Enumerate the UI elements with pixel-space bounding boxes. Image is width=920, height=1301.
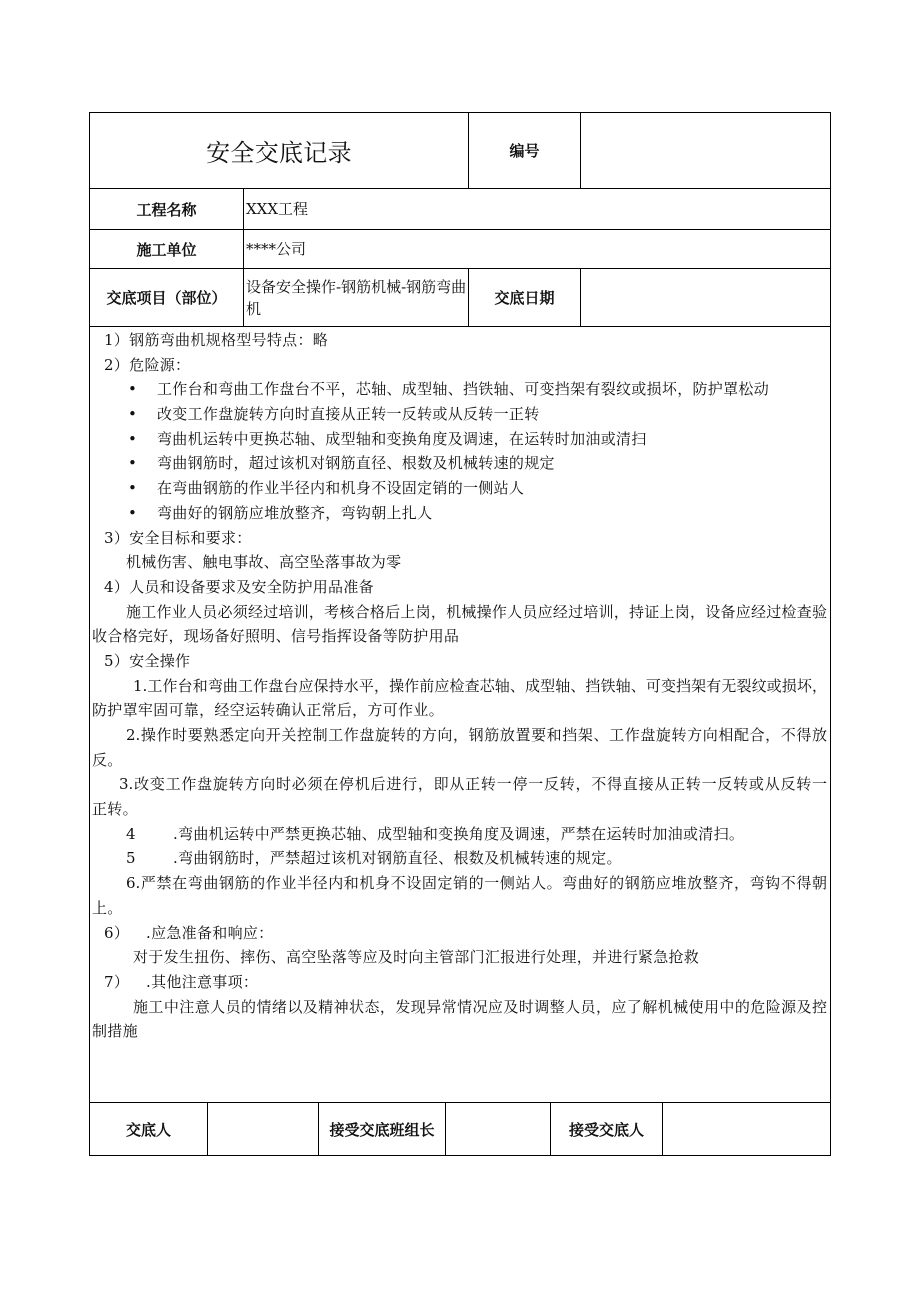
operation-5-text: .弯曲钢筋时，严禁超过该机对钢筋直径、根数及机械转速的规定。 xyxy=(173,849,622,868)
hazard-item xyxy=(92,377,827,402)
operation-1-line: 防护罩牢固可靠，经空运转确认正常后，方可作业。 xyxy=(92,701,444,720)
section-3-text: 机械伤害、触电事故、高空坠落事故为零 xyxy=(126,553,402,572)
section-6-heading: .应急准备和响应： xyxy=(146,923,274,942)
team-leader-label: 接受交底班组长 xyxy=(329,1120,435,1139)
section-6-text: 对于发生扭伤、摔伤、高空坠落等应及时向主管部门汇报进行处理，并进行紧急抢救 xyxy=(133,948,700,967)
bullet-icon: • xyxy=(128,429,138,448)
bullet-icon: • xyxy=(128,454,138,473)
section-7-text-line: 施工中注意人员的情绪以及精神状态，发现异常情况应及时调整人员，应了解机械使用中的危险源及控 xyxy=(133,997,827,1016)
briefing-date-label-cell xyxy=(468,268,581,327)
bullet-icon: • xyxy=(128,380,138,399)
hazard-text: 弯曲机运转中更换芯轴、成型轴和变换角度及调速，在运转时加油或清扫 xyxy=(157,429,647,448)
number-label-cell xyxy=(468,112,581,189)
number-label: 编号 xyxy=(509,142,540,160)
bullet-icon: • xyxy=(128,405,138,424)
hazard-text: 弯曲好的钢筋应堆放整齐，弯钩朝上扎人 xyxy=(157,503,433,522)
operation-2-line: 反。 xyxy=(92,750,123,769)
construction-unit-label-cell xyxy=(89,229,244,269)
operation-1-line: 1.工作台和弯曲工作盘台应保持水平，操作前应检查芯轴、成型轴、挡铁轴、可变挡架有无裂纹或损坏， xyxy=(133,676,827,695)
briefing-content-cell xyxy=(89,326,831,1103)
bullet-icon: • xyxy=(128,479,138,498)
section-2-title: 2）危险源： xyxy=(104,355,191,374)
briefing-item-value: 设备安全操作-钢筋机械-钢筋弯曲机 xyxy=(246,277,467,318)
title-cell xyxy=(89,112,469,189)
receiver-label-cell xyxy=(550,1102,663,1156)
hazard-item xyxy=(92,451,827,476)
hazard-text: 工作台和弯曲工作盘台不平，芯轴、成型轴、挡铁轴、可变挡架有裂纹或损坏，防护罩松动 xyxy=(157,380,770,399)
section-4-text-line: 收合格完好，现场备好照明、信号指挥设备等防护用品 xyxy=(92,627,460,646)
operation-4-number: 4 xyxy=(126,824,136,843)
briefing-item-label: 交底项目（部位） xyxy=(106,289,227,307)
operation-3-line: 正转。 xyxy=(92,800,138,819)
operation-4 xyxy=(92,822,827,847)
project-name-value: XXX工程 xyxy=(246,200,309,218)
briefing-item-value-cell xyxy=(243,268,469,327)
operation-6-line: 上。 xyxy=(92,898,123,917)
section-7-number: 7） xyxy=(104,972,130,991)
briefer-signature-cell xyxy=(207,1102,319,1156)
section-1-spec: 1）钢筋弯曲机规格型号特点：略 xyxy=(104,331,329,349)
section-3-title: 3）安全目标和要求： xyxy=(104,528,252,547)
section-5-title: 5）安全操作 xyxy=(104,651,191,670)
project-name-label-cell xyxy=(89,188,244,230)
hazard-item xyxy=(92,402,827,427)
construction-unit-value: ****公司 xyxy=(246,240,307,258)
section-4-title: 4）人员和设备要求及安全防护用品准备 xyxy=(104,577,374,596)
briefer-label: 交底人 xyxy=(125,1120,171,1139)
receiver-label: 接受交底人 xyxy=(568,1120,644,1139)
number-value-cell xyxy=(580,112,831,189)
hazard-text: 弯曲钢筋时，超过该机对钢筋直径、根数及机械转速的规定 xyxy=(157,454,555,473)
receiver-signature-cell xyxy=(662,1102,831,1156)
briefer-label-cell xyxy=(89,1102,208,1156)
operation-4-text: .弯曲机运转中严禁更换芯轴、成型轴和变换角度及调速，严禁在运转时加油或清扫。 xyxy=(173,824,745,843)
operation-2-line: 2.操作时要熟悉定向开关控制工作盘旋转的方向，钢筋放置要和挡架、工作盘旋转方向相配合，不得放 xyxy=(126,726,827,744)
operation-3-line: 3.改变工作盘旋转方向时必须在停机后进行，即从正转一停一反转，不得直接从正转一反转或从反转一 xyxy=(119,775,827,794)
section-7-heading: .其他注意事项： xyxy=(146,972,259,991)
team-leader-signature-cell xyxy=(445,1102,551,1156)
team-leader-label-cell xyxy=(318,1102,446,1156)
briefing-item-label-cell xyxy=(89,268,244,327)
project-name-label: 工程名称 xyxy=(136,200,197,219)
briefing-date-label: 交底日期 xyxy=(494,289,555,307)
operation-5-number: 5 xyxy=(126,849,136,868)
briefing-date-value-cell xyxy=(580,268,831,327)
page-title: 安全交底记录 xyxy=(206,139,352,167)
operation-5 xyxy=(92,846,827,871)
hazard-text: 改变工作盘旋转方向时直接从正转一反转或从反转一正转 xyxy=(157,405,540,424)
construction-unit-value-cell xyxy=(243,229,831,269)
operation-6-line: 6.严禁在弯曲钢筋的作业半径内和机身不设固定销的一侧站人。弯曲好的钢筋应堆放整齐，弯钩不得朝 xyxy=(126,874,827,893)
hazard-item xyxy=(92,476,827,501)
section-6-number: 6） xyxy=(104,923,130,942)
section-7-text-line: 制措施 xyxy=(92,1022,138,1041)
section-4-text-line: 施工作业人员必须经过培训，考核合格后上岗，机械操作人员应经过培训，持证上岗，设备应经过检查验 xyxy=(126,602,827,621)
hazard-item xyxy=(92,427,827,452)
project-name-value-cell xyxy=(243,188,831,230)
section-6-title xyxy=(92,921,827,946)
bullet-icon: • xyxy=(128,503,138,522)
hazard-item xyxy=(92,501,827,526)
section-7-title xyxy=(92,970,827,995)
construction-unit-label: 施工单位 xyxy=(136,240,197,259)
hazard-text: 在弯曲钢筋的作业半径内和机身不设固定销的一侧站人 xyxy=(157,479,525,498)
